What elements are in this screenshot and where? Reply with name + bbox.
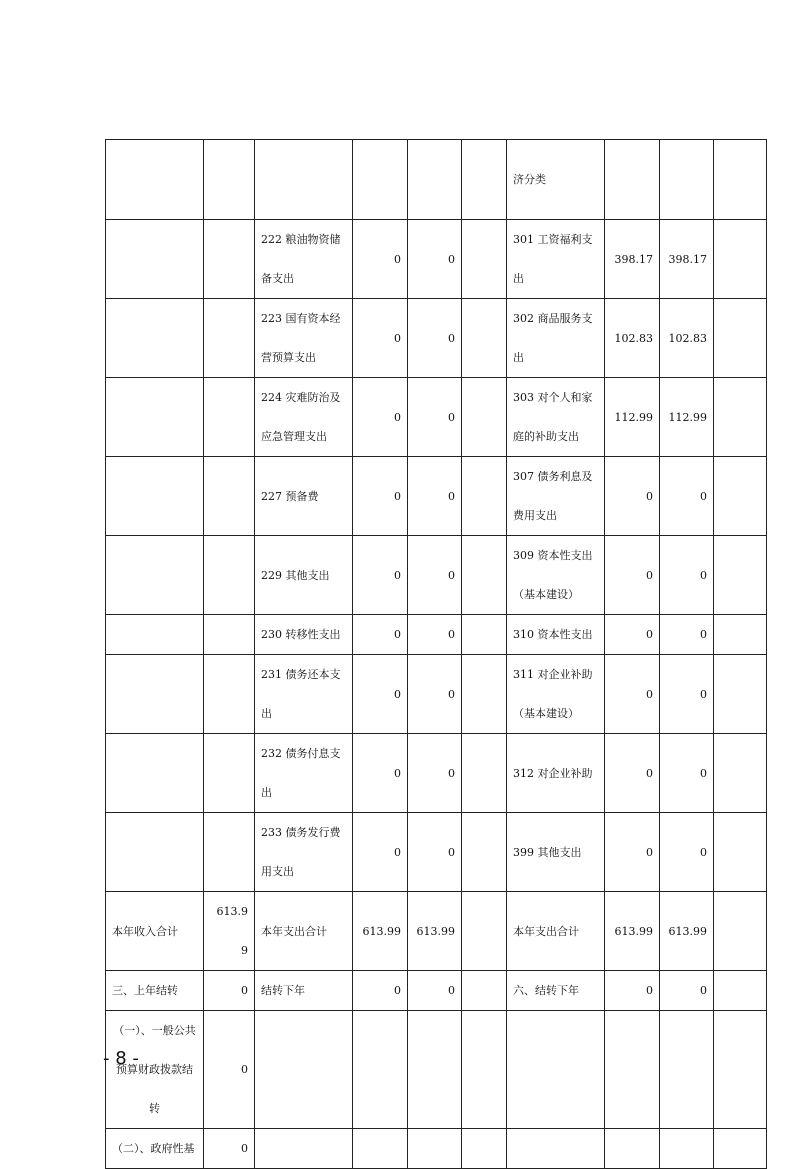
table-cell: 本年支出合计: [507, 892, 605, 971]
table-cell: 0: [408, 536, 462, 615]
table-cell: 398.17: [660, 220, 714, 299]
table-cell: [106, 615, 204, 655]
table-cell: [605, 1011, 660, 1129]
table-cell: [714, 734, 767, 813]
table-cell: [204, 140, 255, 220]
table-cell: 227 预备费: [255, 457, 353, 536]
table-cell: [605, 140, 660, 220]
table-cell: 0: [353, 971, 408, 1011]
table-cell: 济分类: [507, 140, 605, 220]
table-cell: [462, 220, 507, 299]
table-cell: [714, 457, 767, 536]
table-cell: [660, 140, 714, 220]
table-cell: [204, 220, 255, 299]
table-cell: 0: [660, 813, 714, 892]
table-cell: 311 对企业补助（基本建设）: [507, 655, 605, 734]
table-cell: [204, 813, 255, 892]
table-cell: 0: [660, 615, 714, 655]
table-cell: 0: [204, 1011, 255, 1129]
table-cell: [255, 1011, 353, 1129]
table-cell: [714, 1011, 767, 1129]
table-cell: （二）、政府性基: [106, 1129, 204, 1169]
table-cell: 0: [408, 220, 462, 299]
table-cell: [660, 1129, 714, 1169]
table-cell: 0: [204, 1129, 255, 1169]
table-cell: 0: [408, 457, 462, 536]
table-cell: [204, 378, 255, 457]
budget-table: [105, 139, 767, 1169]
table-cell: 0: [408, 378, 462, 457]
table-cell: [462, 457, 507, 536]
table-cell: [106, 220, 204, 299]
table-cell: 224 灾难防治及应急管理支出: [255, 378, 353, 457]
table-cell: 222 粮油物资储备支出: [255, 220, 353, 299]
table-row: [106, 140, 767, 220]
table-cell: [204, 734, 255, 813]
table-row: [106, 457, 767, 536]
table-cell: [462, 892, 507, 971]
table-row: [106, 220, 767, 299]
table-cell: 0: [408, 813, 462, 892]
table-cell: 0: [408, 734, 462, 813]
table-cell: 301 工资福利支出: [507, 220, 605, 299]
table-cell: [462, 140, 507, 220]
table-cell: （一）、一般公共预算财政拨款结转: [106, 1011, 204, 1129]
table-cell: [408, 140, 462, 220]
table-cell: [462, 1129, 507, 1169]
table-cell: [353, 1011, 408, 1129]
table-cell: 229 其他支出: [255, 536, 353, 615]
table-cell: 0: [204, 971, 255, 1011]
table-cell: [204, 655, 255, 734]
table-cell: 102.83: [605, 299, 660, 378]
table-cell: 307 债务利息及费用支出: [507, 457, 605, 536]
table-cell: [714, 536, 767, 615]
table-body: [106, 140, 767, 1169]
table-cell: 六、结转下年: [507, 971, 605, 1011]
table-cell: [714, 299, 767, 378]
table-cell: 0: [605, 813, 660, 892]
table-row: [106, 734, 767, 813]
table-cell: 0: [408, 615, 462, 655]
table-cell: 0: [353, 536, 408, 615]
table-cell: [507, 1129, 605, 1169]
table-cell: [714, 378, 767, 457]
table-cell: [462, 734, 507, 813]
table-cell: [255, 140, 353, 220]
table-cell: 232 债务付息支出: [255, 734, 353, 813]
table-cell: 102.83: [660, 299, 714, 378]
table-cell: 0: [408, 299, 462, 378]
table-cell: [714, 813, 767, 892]
table-cell: [714, 971, 767, 1011]
table-cell: 302 商品服务支出: [507, 299, 605, 378]
table-cell: 0: [353, 457, 408, 536]
table-cell: [106, 734, 204, 813]
table-cell: 本年收入合计: [106, 892, 204, 971]
table-cell: 0: [408, 971, 462, 1011]
table-cell: [106, 378, 204, 457]
table-cell: 231 债务还本支出: [255, 655, 353, 734]
table-cell: [462, 615, 507, 655]
table-cell: [106, 655, 204, 734]
table-cell: 0: [660, 457, 714, 536]
table-cell: [714, 220, 767, 299]
table-cell: [353, 1129, 408, 1169]
table-cell: [106, 457, 204, 536]
table-cell: 0: [605, 615, 660, 655]
table-cell: 399 其他支出: [507, 813, 605, 892]
table-cell: [660, 1011, 714, 1129]
table-cell: 0: [605, 536, 660, 615]
table-cell: 112.99: [660, 378, 714, 457]
table-cell: [204, 536, 255, 615]
table-cell: 613.99: [605, 892, 660, 971]
table-row: [106, 378, 767, 457]
table-cell: [462, 299, 507, 378]
table-cell: 223 国有资本经营预算支出: [255, 299, 353, 378]
table-cell: 613.99: [204, 892, 255, 971]
table-cell: [353, 140, 408, 220]
table-cell: 0: [353, 220, 408, 299]
table-cell: 0: [605, 457, 660, 536]
table-cell: 0: [408, 655, 462, 734]
table-cell: 0: [353, 813, 408, 892]
table-cell: [106, 813, 204, 892]
table-cell: [106, 299, 204, 378]
table-cell: 结转下年: [255, 971, 353, 1011]
table-cell: [462, 971, 507, 1011]
table-cell: [714, 615, 767, 655]
table-cell: 312 对企业补助: [507, 734, 605, 813]
table-cell: [106, 140, 204, 220]
table-cell: [204, 457, 255, 536]
table-cell: 0: [353, 378, 408, 457]
table-cell: 613.99: [353, 892, 408, 971]
table-cell: 0: [605, 734, 660, 813]
table-cell: [462, 536, 507, 615]
table-cell: 230 转移性支出: [255, 615, 353, 655]
table-row: [106, 299, 767, 378]
table-row: [106, 1011, 767, 1129]
table-cell: 0: [660, 655, 714, 734]
table-cell: 0: [605, 655, 660, 734]
table-row: [106, 536, 767, 615]
table-row: [106, 615, 767, 655]
table-cell: 613.99: [660, 892, 714, 971]
table-cell: [408, 1011, 462, 1129]
table-cell: 233 债务发行费用支出: [255, 813, 353, 892]
table-cell: 310 资本性支出: [507, 615, 605, 655]
table-cell: [462, 1011, 507, 1129]
table-cell: [462, 655, 507, 734]
table-cell: [714, 1129, 767, 1169]
table-row: [106, 1129, 767, 1169]
table-cell: [714, 655, 767, 734]
table-cell: 三、上年结转: [106, 971, 204, 1011]
page-number: - 8 -: [103, 1048, 139, 1069]
table-cell: [106, 536, 204, 615]
table-cell: 0: [660, 734, 714, 813]
table-cell: [605, 1129, 660, 1169]
table-cell: 309 资本性支出（基本建设）: [507, 536, 605, 615]
table-cell: 0: [605, 971, 660, 1011]
table-cell: 本年支出合计: [255, 892, 353, 971]
table-cell: 0: [353, 655, 408, 734]
table-row: [106, 655, 767, 734]
table-cell: [507, 1011, 605, 1129]
table-cell: 613.99: [408, 892, 462, 971]
table-cell: 0: [353, 615, 408, 655]
table-cell: [255, 1129, 353, 1169]
table-row: [106, 892, 767, 971]
table-cell: [714, 892, 767, 971]
table-cell: 112.99: [605, 378, 660, 457]
table-cell: 0: [660, 971, 714, 1011]
table-cell: 0: [353, 299, 408, 378]
table-cell: [462, 813, 507, 892]
table-row: [106, 813, 767, 892]
table-cell: 0: [660, 536, 714, 615]
table-cell: 0: [353, 734, 408, 813]
table-cell: 303 对个人和家庭的补助支出: [507, 378, 605, 457]
table-cell: 398.17: [605, 220, 660, 299]
table-cell: [204, 615, 255, 655]
table-cell: [714, 140, 767, 220]
table-cell: [408, 1129, 462, 1169]
table-cell: [462, 378, 507, 457]
table-cell: [204, 299, 255, 378]
table-row: [106, 971, 767, 1011]
